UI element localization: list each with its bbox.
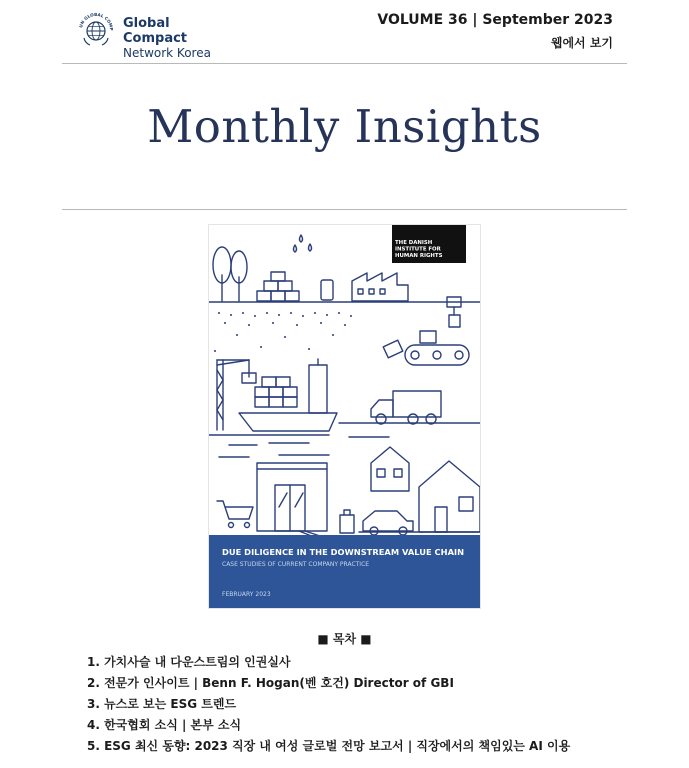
cover-subtitle: CASE STUDIES OF CURRENT COMPANY PRACTICE <box>222 561 370 568</box>
droplet-icon <box>300 235 303 242</box>
publisher-line-3: HUMAN RIGHTS <box>395 253 443 259</box>
shopping-bag-icon <box>340 515 354 533</box>
droplet-icon <box>294 245 297 252</box>
cover-date: FEBRUARY 2023 <box>222 591 271 598</box>
table-of-contents <box>87 652 570 757</box>
svg-text:UN GLOBAL COMPACT <box>76 10 114 31</box>
cargo-ship-icon <box>239 413 337 431</box>
barrel-icon <box>321 280 333 300</box>
conveyor-belt <box>405 345 469 365</box>
cover-title: DUE DILIGENCE IN THE DOWNSTREAM VALUE CHAIN <box>222 547 465 557</box>
org-name-line1: Global Compact <box>123 16 188 46</box>
un-emblem-icon <box>76 10 116 50</box>
newsletter-header <box>0 0 689 64</box>
toc-item[interactable]: 5. ESG 최신 동향: 2023 직장 내 여성 글로벌 전망 보고서 | 직장에서의 책임있는 AI 이용 <box>87 739 571 753</box>
toc-heading: ■ 목차 ■ <box>317 632 372 646</box>
cover-illustration <box>209 225 480 608</box>
factory-icon <box>352 273 408 301</box>
store-icon <box>257 463 327 531</box>
toc-item[interactable]: 1. 가치사슬 내 다운스트림의 인권실사 <box>87 655 291 669</box>
box-icon <box>257 291 271 301</box>
toc-item[interactable]: 3. 뉴스로 보는 ESG 트렌드 <box>87 697 237 711</box>
toc-item[interactable]: 4. 한국협회 소식 | 본부 소식 <box>87 718 242 732</box>
truck-icon <box>393 391 441 417</box>
droplet-icon <box>309 244 312 251</box>
emblem-ring-text: UN GLOBAL COMP <box>78 11 115 31</box>
box-icon <box>420 331 436 343</box>
masthead-title: Monthly Insights <box>147 100 542 153</box>
publisher-line-1: THE DANISH <box>395 240 433 246</box>
shopping-cart-icon <box>217 501 253 519</box>
org-name-line2: Network Korea <box>123 46 211 60</box>
report-cover-image[interactable] <box>209 225 480 608</box>
masthead-divider <box>62 209 627 210</box>
web-view-link[interactable]: 웹에서 보기 <box>550 36 613 50</box>
volume-label: VOLUME 36 | September 2023 <box>377 12 613 28</box>
toc-item[interactable]: 2. 전문가 인사이트 | Benn F. Hogan(벤 호건) Director of GBI <box>87 676 454 690</box>
logo-wordmark <box>123 16 216 61</box>
issue-info <box>377 12 613 51</box>
publisher-line-2: INSTITUTE FOR <box>395 246 441 253</box>
global-compact-logo[interactable] <box>76 10 216 60</box>
header-divider <box>62 63 627 64</box>
